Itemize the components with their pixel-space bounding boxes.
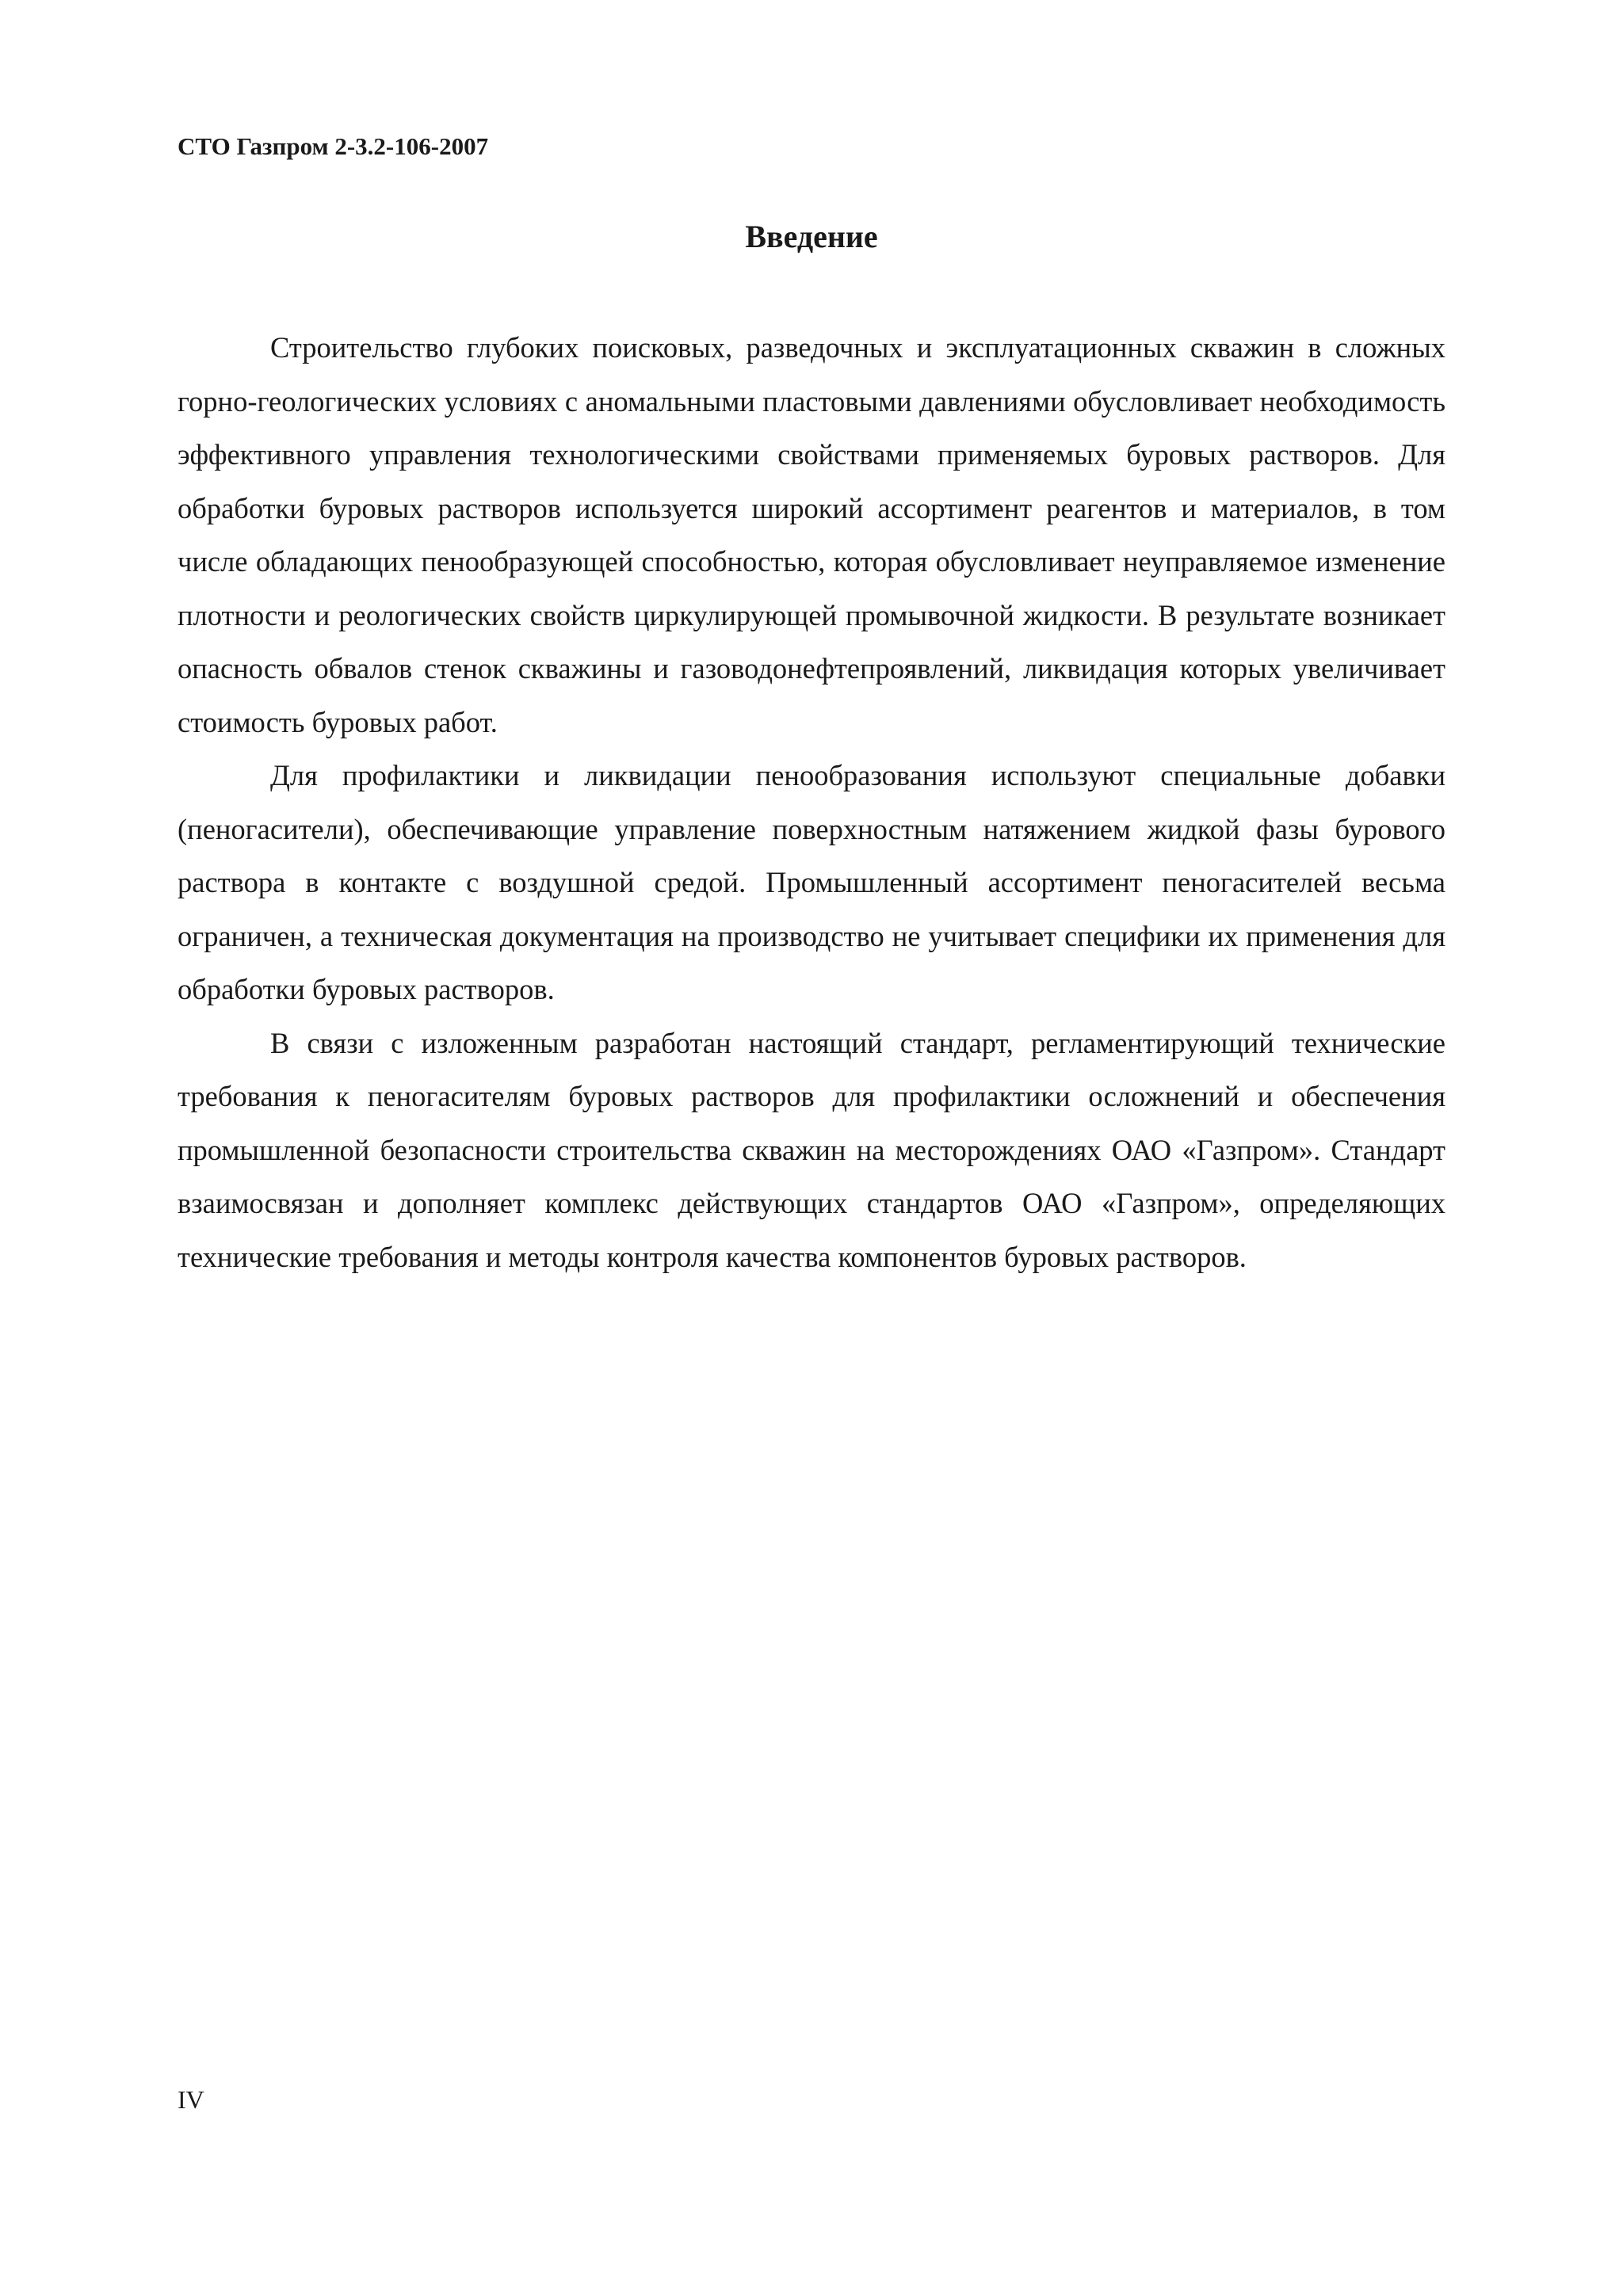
paragraph-1: Строительство глубоких поисковых, разведочных и эксплуатационных скважин в сложных горно-геологических условиях с аномальными пластовыми давлениями обусловливает необходимость эффективного управления технологическими свойствами применяемых буровых растворов. Для обработки буровых растворов используется широкий ассортимент реагентов и материалов, в том числе обладающих пенообразующей способностью, которая обусловливает неуправляемое изменение плотности и реологических свойств циркулирующей промывочной жидкости. В результате возникает опасность обвалов стенок скважины и газоводонефтепроявлений, ликвидация которых увеличивает стоимость буровых работ. (178, 331, 1445, 738)
paragraph-2: Для профилактики и ликвидации пенообразования используют специальные добавки (пеногасители), обеспечивающие управление поверхностным натяжением жидкой фазы бурового раствора в контакте с воздушной средой. Промышленный ассортимент пеногасителей весьма ограничен, а техническая документация на производство не учитывает специфики их применения для обработки буровых растворов. (178, 759, 1445, 1005)
paragraph-3: В связи с изложенным разработан настоящий стандарт, регламентирующий технические требования к пеногасителям буровых растворов для профилактики осложнений и обеспечения промышленной безопасности строительства скважин на месторождениях ОАО «Газпром». Стандарт взаимосвязан и дополняет комплекс действующих стандартов ОАО «Газпром», определяющих технические требования и методы контроля качества компонентов буровых растворов. (178, 1026, 1445, 1273)
section-title: Введение (745, 219, 878, 254)
document-code: СТО Газпром 2-3.2-106-2007 (178, 132, 489, 160)
body-text (178, 321, 1445, 1283)
page-number: IV (178, 2085, 204, 2114)
